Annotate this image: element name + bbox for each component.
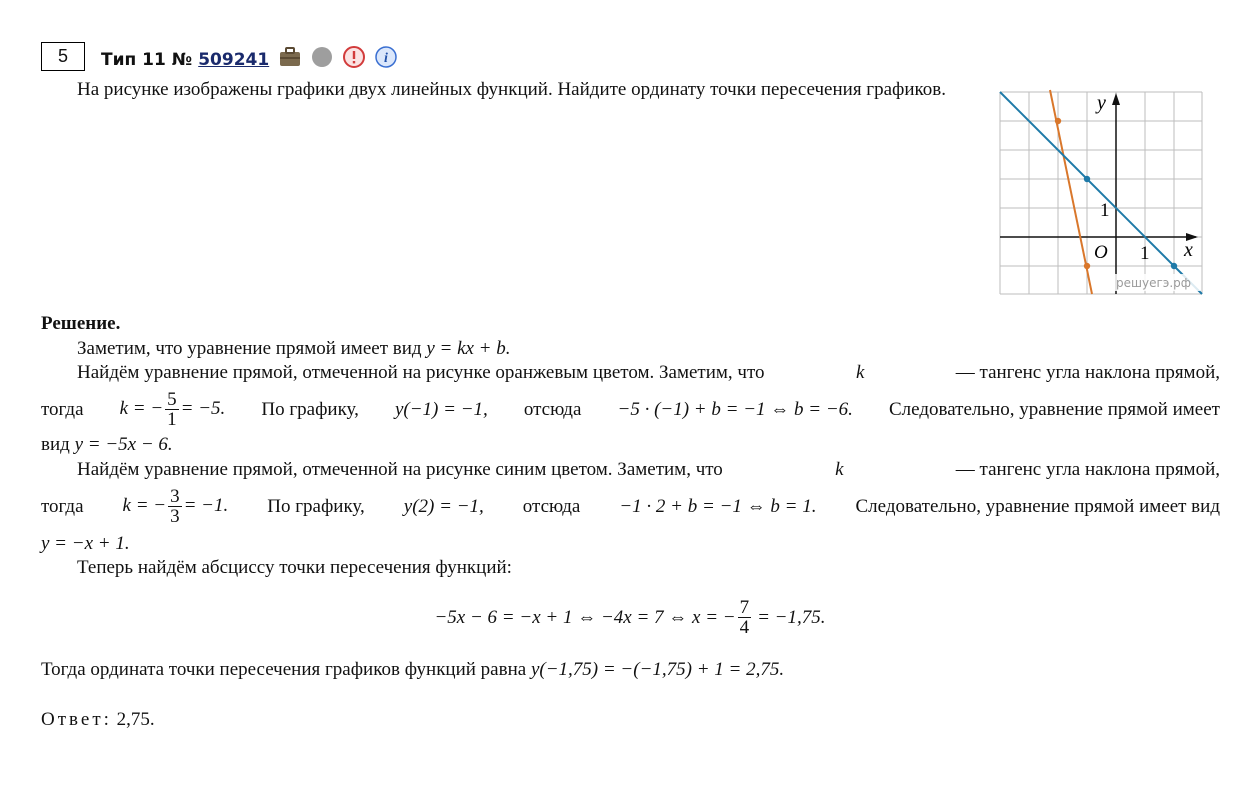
report-error-icon[interactable] [343,46,365,73]
x-unit-label: 1 [1140,243,1150,264]
origin-label: O [1094,242,1108,263]
task-statement: На рисунке изображены графики двух линейных функций. Найдите ординату точки пересечения графиков. [77,79,946,100]
svg-text:i: i [384,51,389,66]
answer-value: 2,75. [116,709,155,730]
solution-p3-line3: y = −x + 1. [41,533,130,554]
solution-p1: Заметим, что уравнение прямой имеет вид y = kx + b. [77,338,511,359]
solution-heading: Решение. [41,313,121,334]
x-axis-label: x [1184,239,1193,261]
task-id-link[interactable]: 509241 [198,49,270,70]
fraction-7-4: $\frac{7}{4}$ [739,597,750,638]
blue-line [1000,92,1202,294]
briefcase-icon[interactable] [279,47,301,72]
graph-figure [996,88,1206,298]
answer [41,709,1220,731]
watermark: решуегэ.рф [1116,276,1192,290]
solution-p2-line2: тогда k = − $\frac{5}{1}$ = −5. По графику, y(−1) = −1, отсюда −5 · (−1) + b = −1 ⇔ b = −6. Следовательно, уравнение прямой имеет [41,389,1220,430]
y-axis-label: y [1097,92,1106,114]
solution-p3-line2: тогда k = − $\frac{3}{3}$ = −1. По графику, y(2) = −1, отсюда −1 · 2 + b = −1 ⇔ b = 1. Следовательно, уравнение прямой имеет вид [41,486,1220,527]
status-circle-icon[interactable] [311,46,333,73]
solution-p5: Тогда ордината точки пересечения графиков функций равна y(−1,75) = −(−1,75) + 1 = 2,75. [41,659,785,680]
orange-point [1084,263,1090,269]
orange-point [1055,118,1061,124]
y-axis-arrow [1112,93,1120,105]
task-type-label: Тип 11 № [101,49,193,70]
answer-label: Ответ: [41,709,112,730]
task-number: 5 [41,42,85,71]
blue-point [1171,263,1177,269]
solution-p2-line1: Найдём уравнение прямой, отмеченной на рисунке оранжевым цветом. Заметим, что k — тангенс угла наклона прямой, [77,362,1220,383]
solution-equation: −5x − 6 = −x + 1 ⇔ −4x = 7 ⇔ x = − $\frac{7}{4}$ = −1,75. [434,597,826,638]
info-icon[interactable] [375,46,397,73]
solution-p2-line3: вид y = −5x − 6. [41,434,173,455]
fraction-3-3: $\frac{3}{3}$ [170,486,180,527]
solution-p3-line1: Найдём уравнение прямой, отмеченной на рисунке синим цветом. Заметим, что k — тангенс угла наклона прямой, [77,459,1220,480]
y-unit-label: 1 [1100,200,1110,221]
solution-p4: Теперь найдём абсциссу точки пересечения функций: [77,557,512,578]
fraction-5-1: $\frac{5}{1}$ [167,389,177,430]
task-header [101,46,397,73]
blue-point [1084,176,1090,182]
